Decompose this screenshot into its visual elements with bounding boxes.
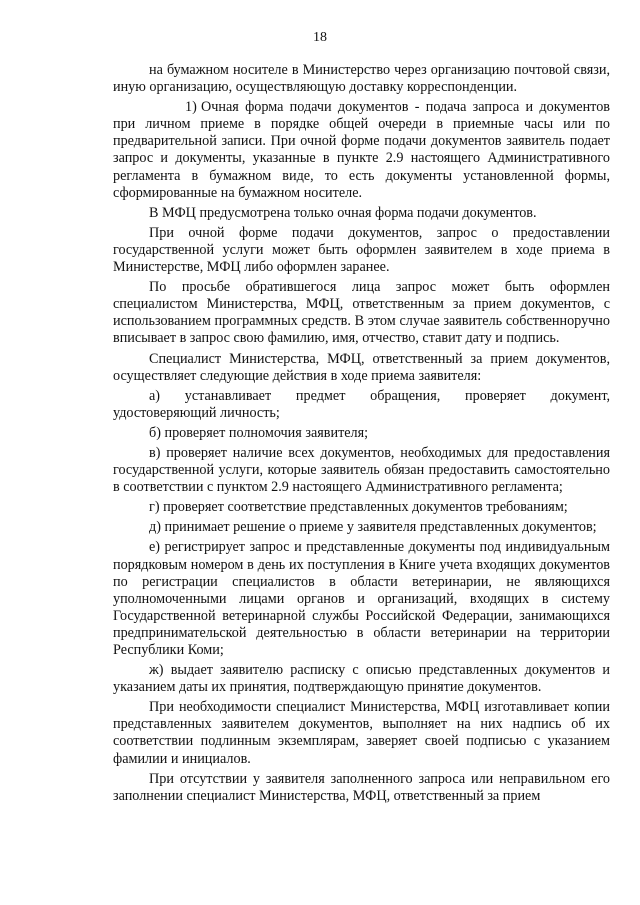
page-number: 18 [313, 30, 327, 45]
paragraph-numbered-1 [113, 99, 610, 202]
paragraph: По просьбе обратившегося лица запрос может быть оформлен специалистом Министерства, МФЦ, ответственным за прием документов, с использованием программных средств. В этом случае заявитель собственноручно вписывает в запрос свою фамилию, имя, отчество, ставит дату и подпись. [113, 279, 610, 347]
paragraph: В МФЦ предусмотрена только очная форма подачи документов. [149, 204, 537, 221]
paragraph: При необходимости специалист Министерства, МФЦ изготавливает копии представленных заявителем документов, выполняет на них надпись об их соответствии подлинным экземплярам, заверяет своей подписью с указанием фамилии и инициалов. [113, 699, 610, 767]
list-item-b: б) проверяет полномочия заявителя; [149, 424, 369, 441]
list-item-a: а) устанавливает предмет обращения, проверяет документ, удостоверяющий личность; [113, 387, 610, 421]
list-item-v: в) проверяет наличие всех документов, необходимых для предоставления государственной услуги, которые заявитель обязан предоставить самостоятельно в соответствии с пунктом 2.9 настоящего Административного регламента; [113, 444, 610, 496]
document-body [113, 62, 610, 808]
paragraph: При отсутствии у заявителя заполненного запроса или неправильном его заполнении специалист Министерства, МФЦ, ответственный за прием [113, 770, 610, 804]
list-marker: 1) [185, 99, 197, 116]
list-item-e: е) регистрирует запрос и представленные документы под индивидуальным порядковым номером в день их поступления в Книге учета входящих документов по регистрации специалистов в области ветеринарии, не являющихся уполномоченными лицами органов и организаций, входящих в систему Государственной ветеринарной службы Российской Федерации, занимающихся предпринимательской деятельностью в области ветеринарии на территории Республики Коми; [113, 539, 610, 658]
paragraph: Специалист Министерства, МФЦ, ответственный за прием документов, осуществляет следующие действия в ходе приема заявителя: [113, 350, 610, 384]
list-item-g: г) проверяет соответствие представленных документов требованиям; [149, 499, 568, 516]
paragraph-text: Очная форма подачи документов - подача запроса и документов при личном приеме в порядке общей очереди в приемные часы или по предварительной записи. При очной форме подачи документов заявитель подает запрос и документы, указанные в пункте 2.9 настоящего Административного регламента в бумажном виде, то есть документы установленной формы, сформированные на бумажном носителе. [113, 99, 610, 201]
list-item-d: д) принимает решение о приеме у заявителя представленных документов; [149, 519, 597, 536]
list-item-zh: ж) выдает заявителю расписку с описью представленных документов и указанием даты их принятия, подтверждающую принятие документов. [113, 662, 610, 696]
paragraph: При очной форме подачи документов, запрос о предоставлении государственной услуги может быть оформлен заявителем в ходе приема в Министерстве, МФЦ либо оформлен заранее. [113, 224, 610, 276]
paragraph-continuation: на бумажном носителе в Министерство через организацию почтовой связи, иную организацию, осуществляющую доставку корреспонденции. [113, 62, 610, 96]
